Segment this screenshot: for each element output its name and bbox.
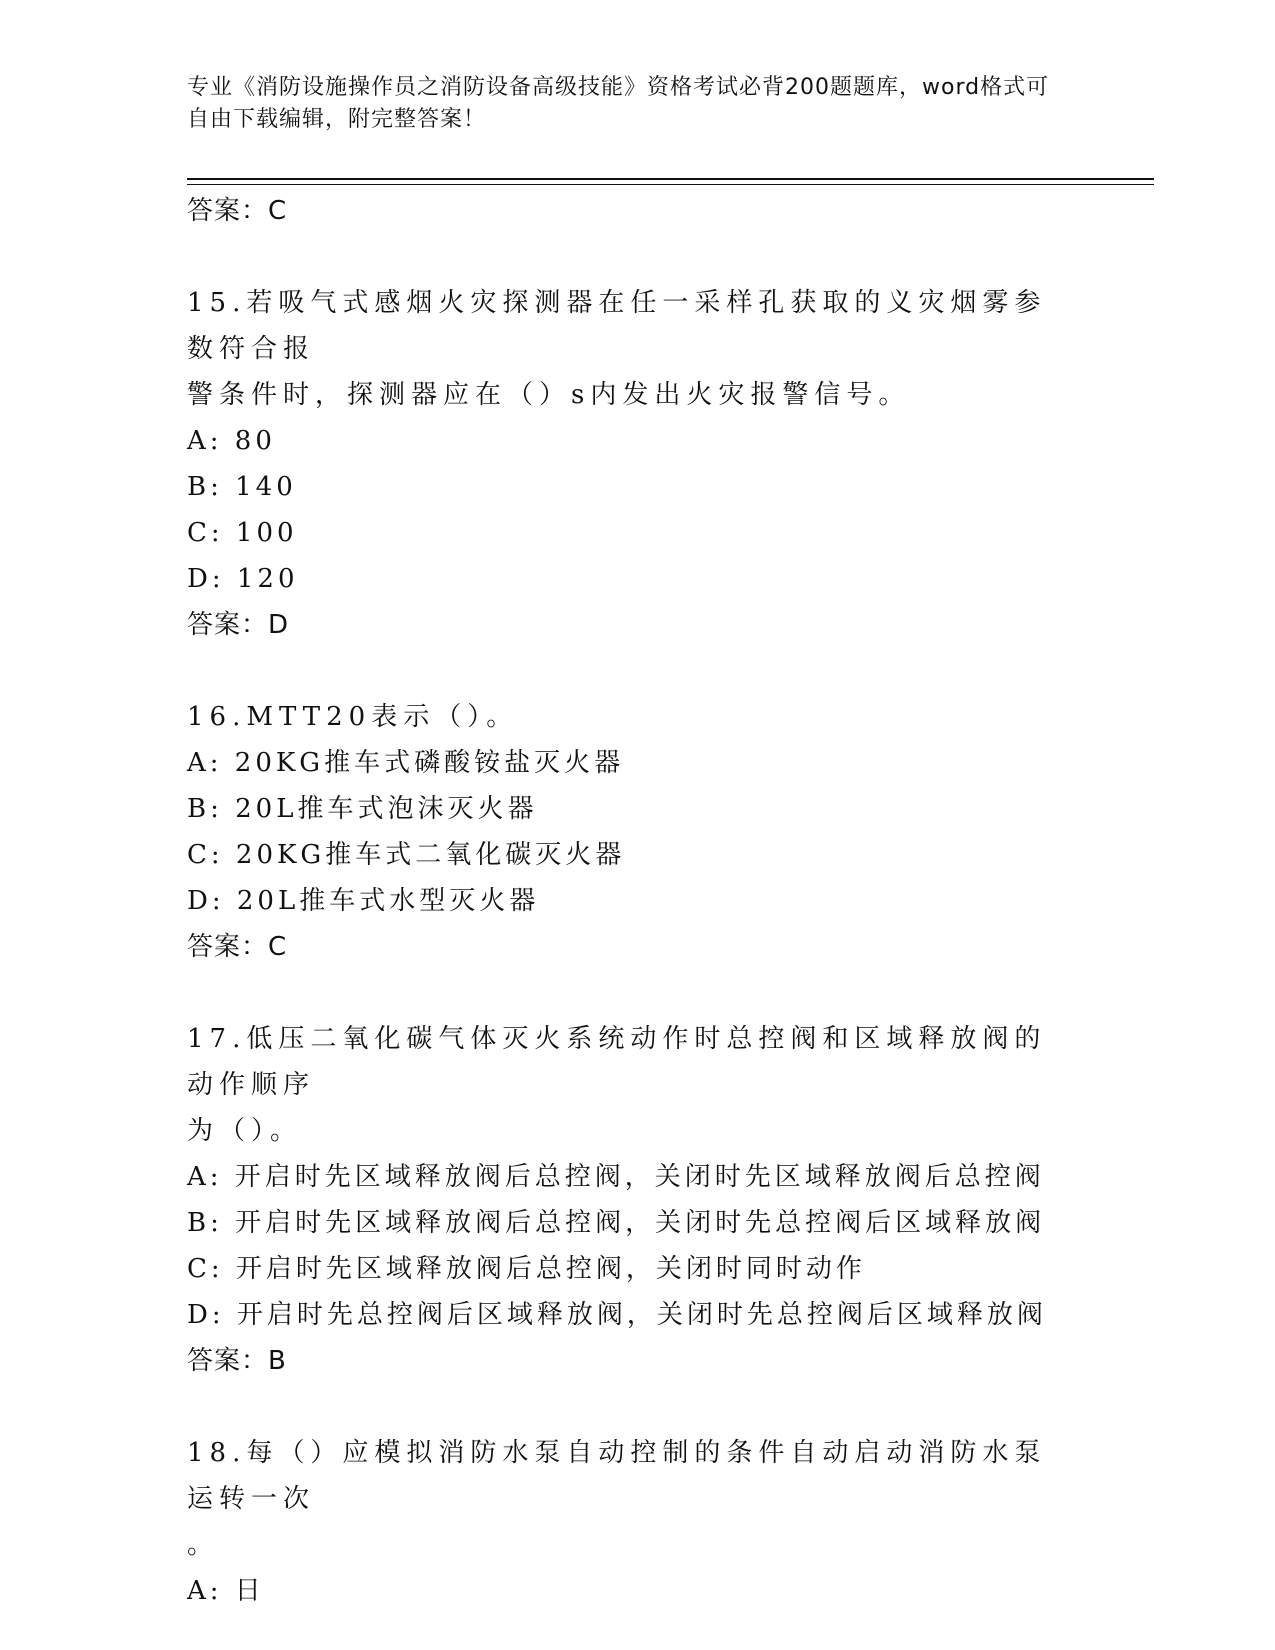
question-15 (187, 280, 1087, 648)
option-d: D: 20L推车式水型灭火器 (187, 886, 540, 916)
header-divider-thick (187, 178, 1154, 180)
answer-line: 答案：B (187, 1346, 287, 1376)
option-b: B: 开启时先区域释放阀后总控阀，关闭时先总控阀后区域释放阀 (187, 1208, 1046, 1238)
option-a: A: 日 (187, 1576, 265, 1606)
option-a: A: 20KG推车式磷酸铵盐灭火器 (187, 748, 625, 778)
option-a: A: 开启时先区域释放阀后总控阀，关闭时先区域释放阀后总控阀 (187, 1162, 1045, 1192)
question-text-line: 16.MTT20表示（）。 (187, 702, 519, 732)
option-d: D: 开启时先总控阀后区域释放阀，关闭时先总控阀后区域释放阀 (187, 1300, 1047, 1330)
option-a: A: 80 (187, 426, 276, 456)
question-18 (187, 1430, 1087, 1614)
answer-line: 答案：C (187, 196, 288, 226)
question-text-line: 18.每（）应模拟消防水泵自动控制的条件自动启动消防水泵运转一次 (187, 1438, 1047, 1514)
question-text-line: 警条件时，探测器应在（）s内发出火灾报警信号。 (187, 380, 911, 410)
question-16 (187, 694, 1087, 970)
question-text-line: 15.若吸气式感烟火灾探测器在任一采样孔获取的义灾烟雾参数符合报 (187, 288, 1047, 364)
option-d: D: 120 (187, 564, 299, 594)
option-b: B: 20L推车式泡沫灭火器 (187, 794, 538, 824)
option-c: C: 开启时先区域释放阀后总控阀，关闭时同时动作 (187, 1254, 866, 1284)
question-text-line: 为（）。 (187, 1116, 303, 1146)
document-header: 专业《消防设施操作员之消防设备高级技能》资格考试必背200题题库，word格式可自由下载编辑，附完整答案！ (187, 75, 1050, 132)
option-b: B: 140 (187, 472, 297, 502)
question-text-line: 。 (187, 1530, 220, 1560)
header-divider-thin (187, 184, 1154, 185)
question-list (187, 188, 1087, 1614)
answer-line: 答案：D (187, 610, 290, 640)
option-c: C: 20KG推车式二氧化碳灭火器 (187, 840, 626, 870)
question-text-line: 17.低压二氧化碳气体灭火系统动作时总控阀和区域释放阀的动作顺序 (187, 1024, 1047, 1100)
answer-line: 答案：C (187, 932, 288, 962)
option-c: C: 100 (187, 518, 298, 548)
question-17 (187, 1016, 1087, 1384)
